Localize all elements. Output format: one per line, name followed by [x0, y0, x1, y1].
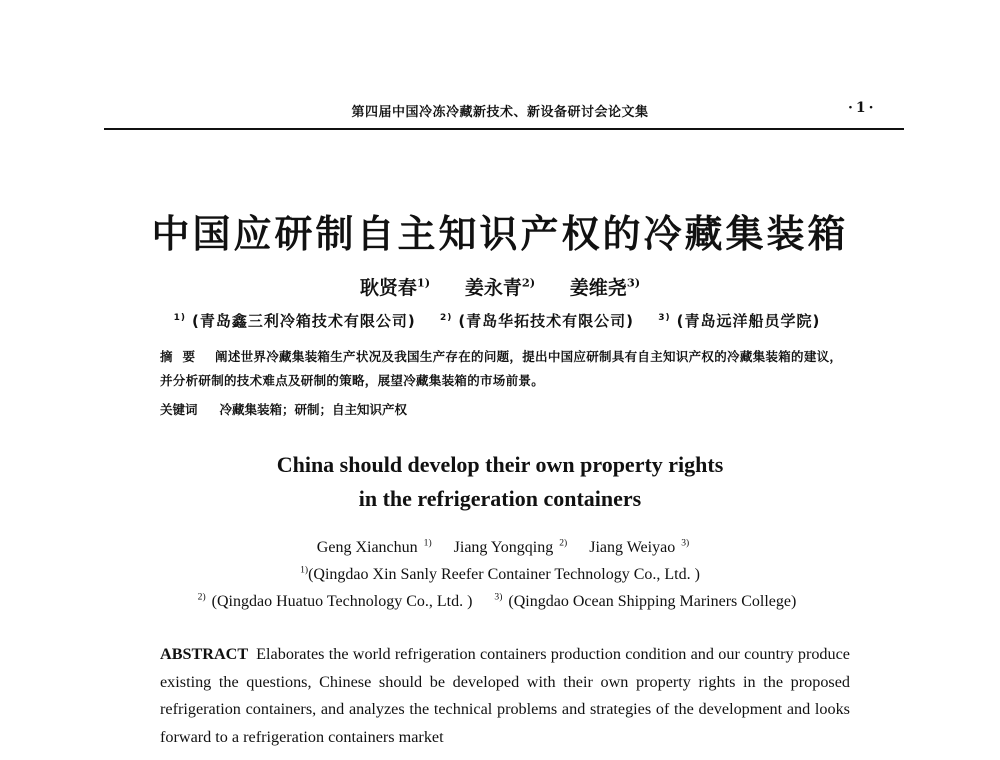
author-zh-1: 耿贤春$^{1)}$ [359, 275, 431, 299]
abstract-en-text: Elaborates the world refrigeration containers production condition and our country produce existing the questions, Chinese should be developed with their own property rights in the proposed refrigeration containers, and analyzes the technical problems and strategies of the development and looks forward to a refrigeration containers market [160, 645, 850, 746]
abstract-en-label: ABSTRACT [160, 645, 249, 663]
affiliation-en-3: $^{3)}$ (Qingdao Ocean Shipping Mariners College) [494, 591, 797, 610]
chinese-title: 中国应研制自主知识产权的冷藏集装箱 [151, 212, 849, 256]
english-abstract [160, 641, 850, 751]
abstract-zh-text: 阐述世界冷藏集装箱生产状况及我国生产存在的问题，提出中国应研制具有自主知识产权的冷藏集装箱的建议，并分析研制的技术难点及研制的策略，展望冷藏集装箱的市场前景。 [160, 349, 843, 388]
english-affiliation-1: $^{1)}$(Qingdao Xin Sanly Reefer Container Technology Co., Ltd. ) [300, 564, 700, 583]
affiliation-zh-3: $^{3)}$ (青岛远洋船员学院) [658, 312, 821, 330]
author-zh-3: 姜维尧$^{3)}$ [569, 275, 641, 299]
chinese-authors [0, 273, 1000, 300]
chinese-affiliations [0, 310, 1000, 331]
author-zh-2: 姜永青$^{2)}$ [464, 275, 536, 299]
abstract-zh-label: 摘要 [160, 349, 206, 364]
english-title-line-2: in the refrigeration containers [358, 486, 642, 511]
keywords-zh-text: 冷藏集装箱；研制；自主知识产权 [219, 402, 408, 417]
author-en-1: Geng Xianchun $^{1)}$ [316, 537, 432, 556]
affiliation-en-2: $^{2)}$ (Qingdao Huatuo Technology Co., Ltd. ) [197, 591, 473, 610]
english-authors [0, 539, 1000, 557]
affiliation-zh-2: $^{2)}$ (青岛华拓技术有限公司) [439, 312, 635, 330]
keywords-zh-label: 关键词 [160, 402, 198, 417]
affiliation-zh-1: $^{1)}$ (青岛鑫三利冷箱技术有限公司) [173, 312, 416, 330]
english-affiliations-2-3 [0, 593, 1000, 611]
english-title-line-1: China should develop their own property rights [276, 452, 724, 477]
author-en-3: Jiang Weiyao $^{3)}$ [589, 537, 690, 556]
english-title [0, 448, 1000, 516]
header-rule [104, 128, 904, 130]
author-en-2: Jiang Yongqing $^{2)}$ [453, 537, 568, 556]
running-header: 第四届中国冷冻冷藏新技术、新设备研讨会论文集 [351, 105, 649, 120]
chinese-keywords [160, 400, 850, 418]
page-number: ·1· [848, 100, 877, 116]
chinese-abstract [160, 345, 850, 393]
